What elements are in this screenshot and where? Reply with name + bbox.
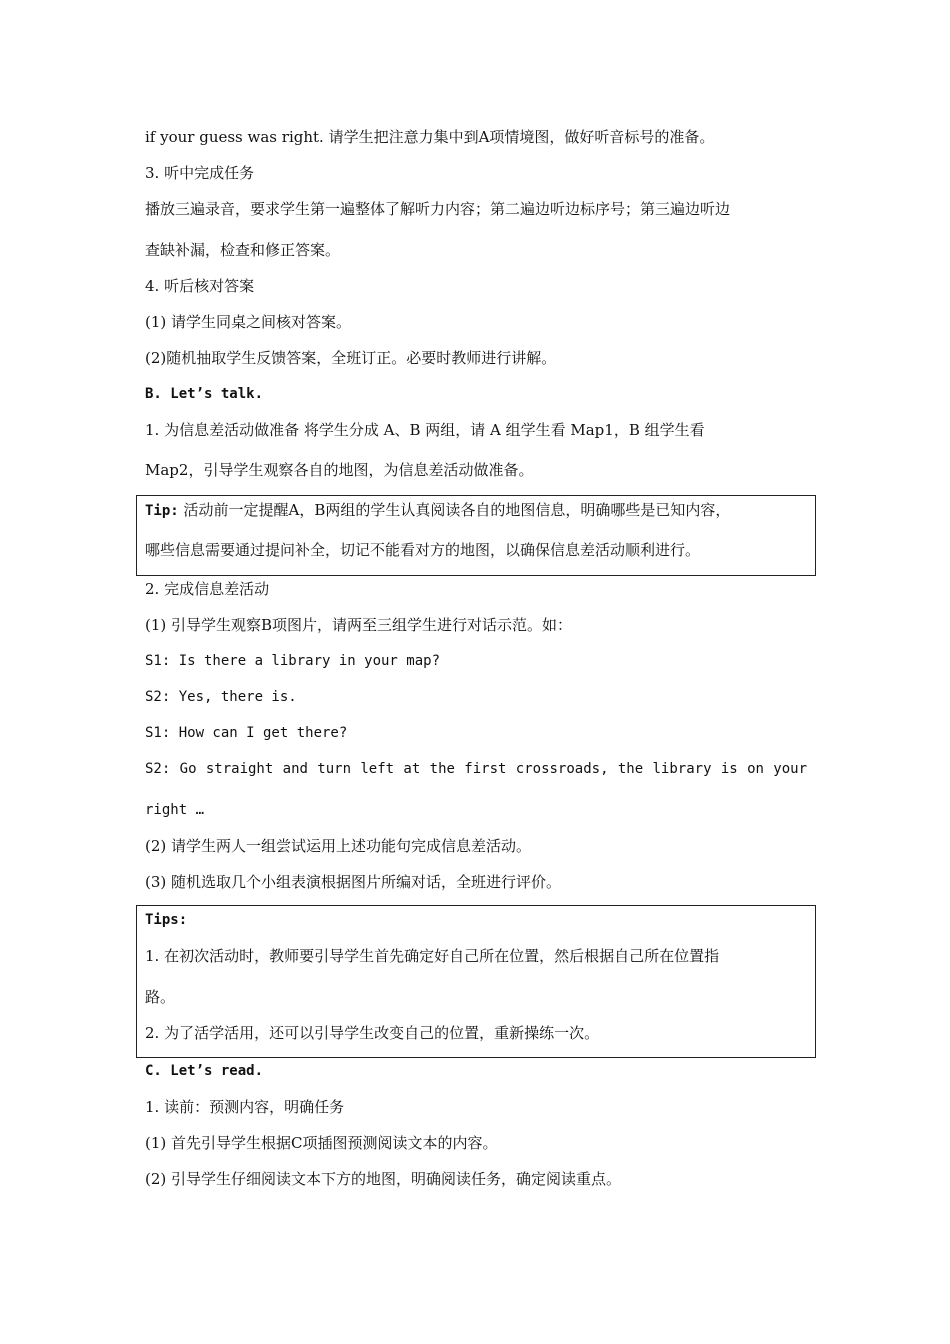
text-line: (2)随机抽取学生反馈答案，全班订正。必要时教师进行讲解。 — [145, 349, 557, 367]
dialogue-line: S1: How can I get there? — [145, 725, 348, 741]
tip-label: Tip: — [145, 503, 179, 519]
tip-line-1: Tip: 活动前一定提醒A，B两组的学生认真阅读各自的地图信息，明确哪些是已知内容， — [145, 501, 731, 519]
dialogue-line: right … — [145, 802, 205, 818]
text-line: (1) 请学生同桌之间核对答案。 — [145, 313, 352, 331]
text-line: (1) 引导学生观察B项图片，请两至三组学生进行对话示范。如： — [145, 616, 573, 634]
text-line: 播放三遍录音，要求学生第一遍整体了解听力内容；第二遍边听边标序号；第三遍边听边 — [145, 200, 731, 218]
tip-box — [136, 495, 816, 576]
tip-line-2: 哪些信息需要通过提问补全，切记不能看对方的地图，以确保信息差活动顺利进行。 — [145, 541, 701, 559]
text-line: 3. 听中完成任务 — [145, 164, 255, 182]
dialogue-line: S2: Yes, there is. — [145, 689, 297, 705]
text-line: 4. 听后核对答案 — [145, 277, 255, 295]
text-line: if your guess was right. 请学生把注意力集中到A项情境图，做好听音标号的准备。 — [145, 128, 715, 146]
section-heading: B. Let’s talk. — [145, 386, 264, 402]
tips-box — [136, 905, 816, 1058]
tips-line-1: 1. 在初次活动时，教师要引导学生首先确定好自己所在位置，然后根据自己所在位置指 — [145, 947, 720, 965]
tips-line-3: 2. 为了活学活用，还可以引导学生改变自己的位置，重新操练一次。 — [145, 1024, 600, 1042]
tips-label: Tips: — [145, 912, 188, 928]
text-line: 1. 为信息差活动做准备 将学生分成 A、B 两组，请 A 组学生看 Map1，B 组学生看 — [145, 421, 705, 439]
text-line: (2) 请学生两人一组尝试运用上述功能句完成信息差活动。 — [145, 837, 532, 855]
tips-line-2: 路。 — [145, 988, 176, 1006]
text-line: (2) 引导学生仔细阅读文本下方的地图，明确阅读任务，确定阅读重点。 — [145, 1170, 622, 1188]
text-line: Map2，引导学生观察各自的地图，为信息差活动做准备。 — [145, 461, 534, 479]
text-line: (3) 随机选取几个小组表演根据图片所编对话，全班进行评价。 — [145, 873, 562, 891]
section-heading: C. Let’s read. — [145, 1063, 264, 1079]
text-line: 查缺补漏，检查和修正答案。 — [145, 241, 341, 259]
dialogue-line: S2: Go straight and turn left at the first crossroads, the library is on your — [145, 761, 807, 777]
text-line: 1. 读前：预测内容，明确任务 — [145, 1098, 345, 1116]
text-line: (1) 首先引导学生根据C项插图预测阅读文本的内容。 — [145, 1134, 498, 1152]
text-line: 2. 完成信息差活动 — [145, 580, 270, 598]
dialogue-line: S1: Is there a library in your map? — [145, 653, 441, 669]
